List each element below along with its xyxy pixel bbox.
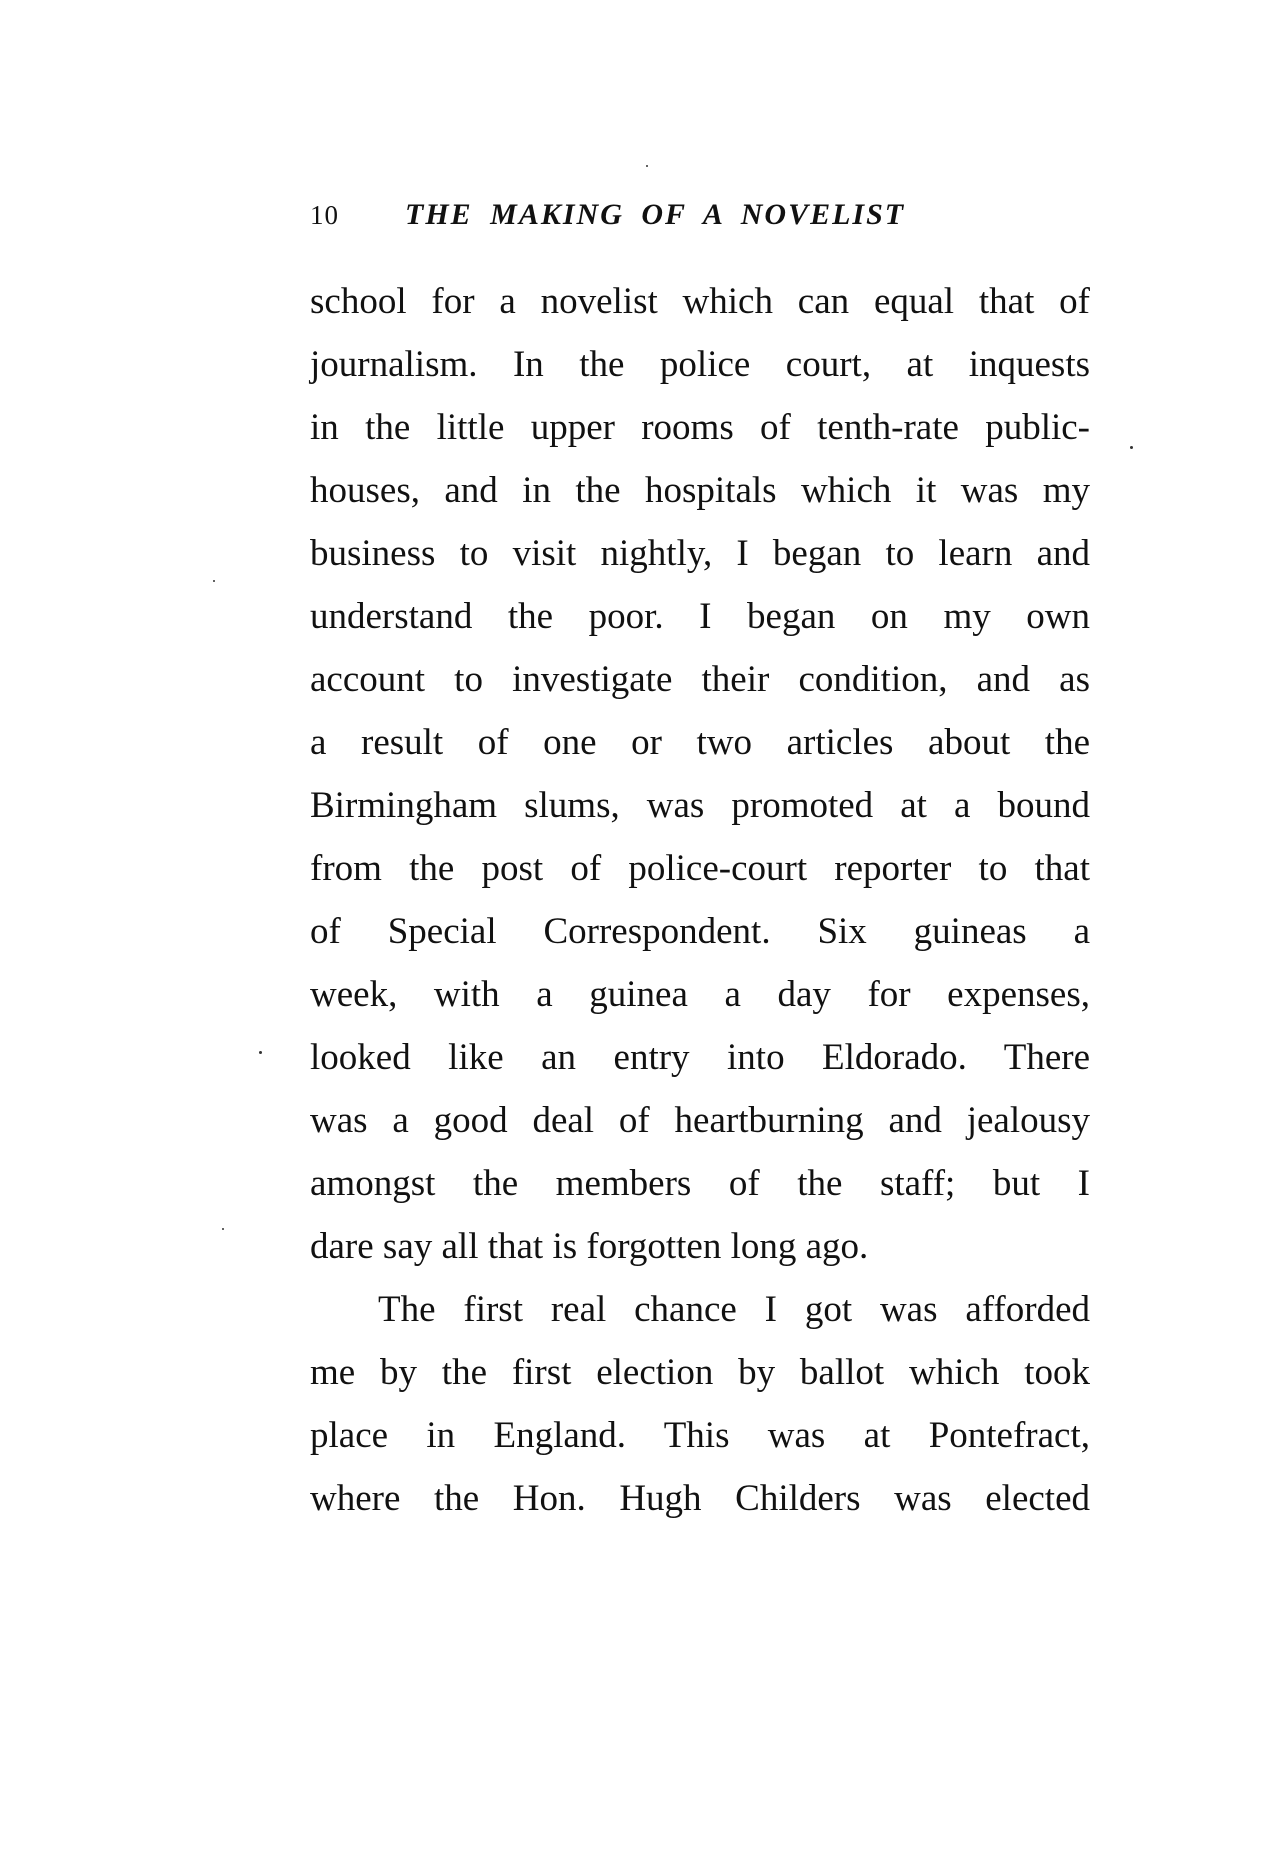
scan-speck [213, 580, 215, 582]
text-line: was a good deal of heartburning and jealousy [310, 1100, 1090, 1141]
page-header [310, 200, 1090, 240]
text-line: dare say all that is forgotten long ago. [310, 1226, 869, 1267]
page-number: 10 [310, 200, 339, 230]
text-line: looked like an entry into Eldorado. There [310, 1037, 1090, 1078]
text-line: business to visit nightly, I began to learn and [310, 533, 1090, 574]
text-line: of Special Correspondent. Six guineas a [310, 911, 1090, 952]
text-line: school for a novelist which can equal that of [310, 281, 1090, 322]
running-head: THE MAKING OF A NOVELIST [405, 198, 906, 231]
body-text [310, 270, 1090, 1530]
text-line: The first real chance I got was afforded [378, 1289, 1090, 1330]
scan-speck [222, 1228, 224, 1230]
text-line: a result of one or two articles about the [310, 722, 1090, 763]
text-line: from the post of police-court reporter to that [310, 848, 1090, 889]
paragraph-2 [310, 1278, 1090, 1530]
text-line: journalism. In the police court, at inquests [310, 344, 1090, 385]
text-line: Birmingham slums, was promoted at a bound [310, 785, 1090, 826]
text-line: place in England. This was at Pontefract, [310, 1415, 1090, 1456]
text-line: understand the poor. I began on my own [310, 596, 1090, 637]
scan-speck [646, 165, 648, 167]
text-line: account to investigate their condition, and as [310, 659, 1090, 700]
text-line: week, with a guinea a day for expenses, [310, 974, 1090, 1015]
text-line: me by the first election by ballot which took [310, 1352, 1090, 1393]
text-line: amongst the members of the staff; but I [310, 1163, 1090, 1204]
scan-speck [259, 1051, 262, 1054]
scan-speck [1130, 446, 1133, 449]
text-line: in the little upper rooms of tenth-rate public- [310, 407, 1090, 448]
paragraph-1 [310, 270, 1090, 1278]
text-line: where the Hon. Hugh Childers was elected [310, 1478, 1090, 1519]
text-line: houses, and in the hospitals which it was my [310, 470, 1090, 511]
